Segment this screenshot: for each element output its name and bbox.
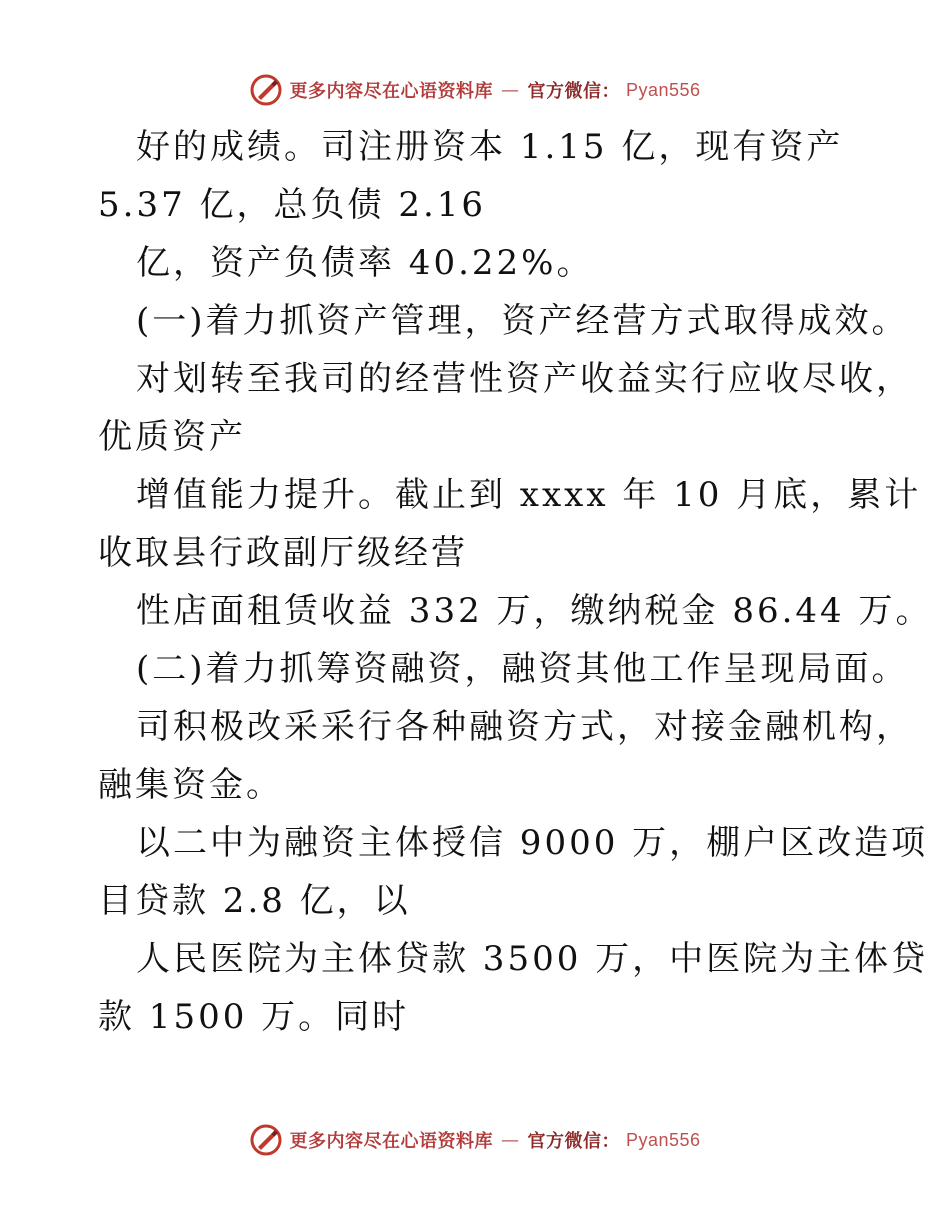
text-line: 亿，资产负债率 40.22%。: [136, 243, 594, 283]
document-body: [98, 118, 933, 1046]
watermark-dash: —: [500, 1129, 520, 1151]
text-line: 融集资金。: [98, 765, 283, 805]
watermark-wechat-id: Pyan556: [625, 79, 701, 100]
text-line: 好的成绩。司注册资本 1.15 亿，现有资产: [136, 127, 844, 167]
pen-logo-icon: [249, 73, 283, 107]
text-line: 以二中为融资主体授信 9000 万，棚户区改造项: [136, 823, 929, 863]
watermark-dash: —: [500, 79, 520, 101]
text-line: 收取县行政副厅级经营: [98, 533, 468, 573]
watermark-brand-text: 更多内容尽在心语资料库: [289, 1131, 493, 1152]
text-line: 款 1500 万。同时: [98, 997, 410, 1037]
header-watermark: [0, 70, 950, 110]
text-line: 目贷款 2.8 亿，以: [98, 881, 411, 921]
text-line: (二)着力抓筹资融资，融资其他工作呈现局面。: [136, 649, 909, 689]
watermark-wechat-label: 官方微信：: [527, 1131, 620, 1152]
text-line: 人民医院为主体贷款 3500 万，中医院为主体贷: [136, 939, 929, 979]
text-line: 对划转至我司的经营性资产收益实行应收尽收，: [136, 359, 913, 399]
text-line: 司积极改采采行各种融资方式，对接金融机构，: [136, 707, 913, 747]
watermark-wechat-id: Pyan556: [625, 1129, 701, 1150]
watermark-wechat-label: 官方微信：: [527, 81, 620, 102]
text-line: 优质资产: [98, 417, 246, 457]
pen-logo-icon: [249, 1123, 283, 1157]
text-line: (一)着力抓资产管理，资产经营方式取得成效。: [136, 301, 909, 341]
text-line: 5.37 亿，总负债 2.16: [98, 185, 487, 225]
text-line: 性店面租赁收益 332 万，缴纳税金 86.44 万。: [136, 591, 933, 631]
footer-watermark: [0, 1120, 950, 1160]
text-line: 增值能力提升。截止到 xxxx 年 10 月底，累计: [136, 475, 922, 515]
watermark-brand-text: 更多内容尽在心语资料库: [289, 81, 493, 102]
